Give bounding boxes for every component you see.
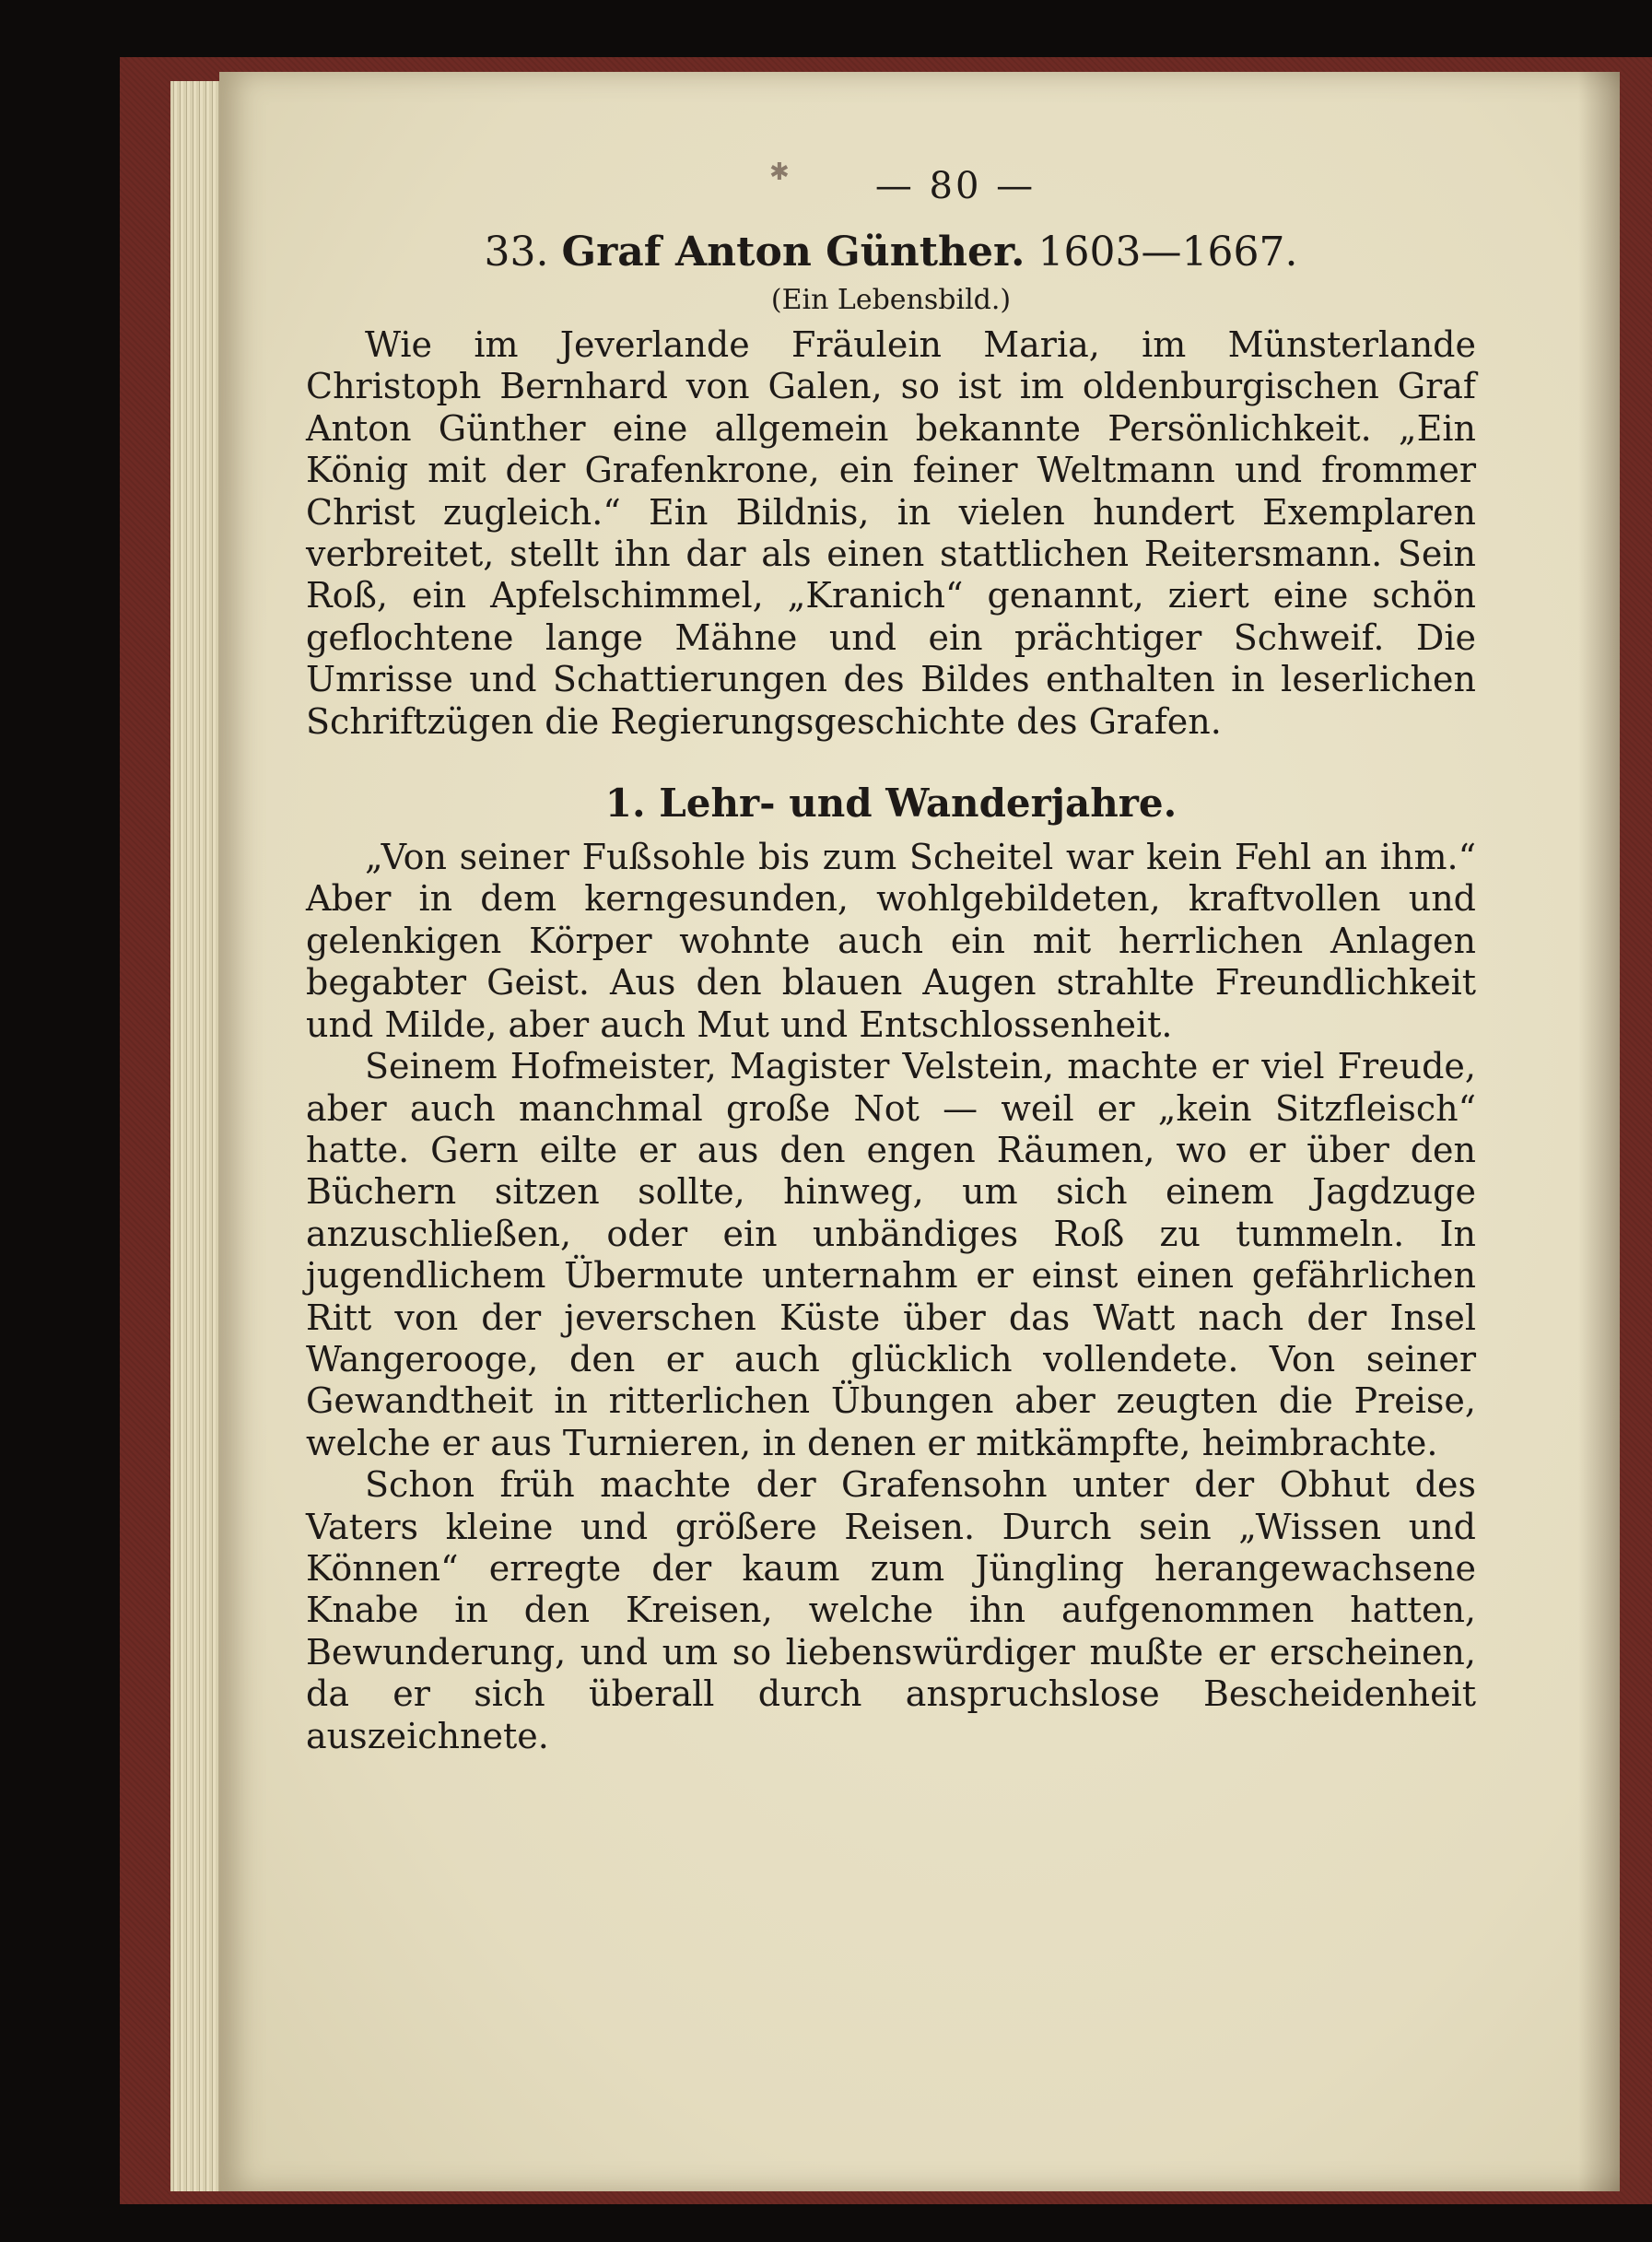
section-paragraph: „Von seiner Fußsohle bis zum Scheitel war kein Fehl an ihm.“ Aber in dem kerngesunden, wohlgebildeten, kraftvollen und gelenkigen Körper wohnte auch ein mit herrlichen Anlagen begabter Geist. Aus den blauen Augen strahlte Freundlichkeit und Milde, aber auch Mut und Entschlossenheit.	[306, 837, 1476, 1045]
chapter-years: 1603—1667.	[1037, 229, 1298, 276]
page-gutter-shadow	[1578, 72, 1620, 2191]
chapter-subtitle: (Ein Lebensbild.)	[770, 284, 1012, 316]
page-number: — 80 —	[874, 165, 1037, 207]
ink-mark: ✱	[769, 158, 790, 186]
section-paragraph: Seinem Hofmeister, Magister Velstein, machte er viel Freude, aber auch manchmal große Not — weil er „kein Sitzfleisch“ hatte. Gern eilte er aus den engen Räumen, wo er über den Büchern sitzen sollte, hinweg, um sich einem Jagdzuge anzuschließen, oder ein unbändiges Roß zu tummeln. In jugendlichem Übermute unternahm er einst einen gefährlichen Ritt von der jeverschen Küste über das Watt nach der Insel Wangerooge, den er auch glücklich vollendete. Von seiner Gewandtheit in ritterlichen Übungen aber zeugten die Preise, welche er aus Turnieren, in denen er mitkämpfte, heimbrachte.	[306, 1046, 1476, 1463]
section-heading: 1. Lehr- und Wanderjahre.	[604, 781, 1177, 827]
chapter-name: Graf Anton Günther.	[561, 229, 1025, 276]
section-paragraph: Schon früh machte der Grafensohn unter der Obhut des Vaters kleine und größere Reisen. Durch sein „Wissen und Können“ erregte der kaum zum Jüngling herangewachsene Knabe in den Kreisen, welche ihn aufgenommen hatten, Bewunderung, und um so liebenswürdiger mußte er erscheinen, da er sich überall durch anspruchslose Bescheidenheit auszeichnete.	[306, 1464, 1476, 1756]
chapter-title	[306, 225, 1476, 280]
intro-paragraph: Wie im Jeverlande Fräulein Maria, im Münsterlande Christoph Bernhard von Galen, so ist im oldenburgischen Graf Anton Günther eine allgemein bekannte Persönlichkeit. „Ein König mit der Grafenkrone, ein feiner Weltmann und frommer Christ zugleich.“ Ein Bildnis, in vielen hundert Exemplaren verbreitet, stellt ihn dar als einen stattlichen Reitersmann. Sein Roß, ein Apfelschimmel, „Kranich“ genannt, ziert eine schön geflochtene lange Mähne und ein prächtiger Schweif. Die Umrisse und Schattierungen des Bildes enthalten in leserlichen Schriftzügen die Regierungsgeschichte des Grafen.	[306, 324, 1476, 742]
page-content	[306, 157, 1476, 1757]
chapter-number: 33.	[484, 229, 549, 276]
